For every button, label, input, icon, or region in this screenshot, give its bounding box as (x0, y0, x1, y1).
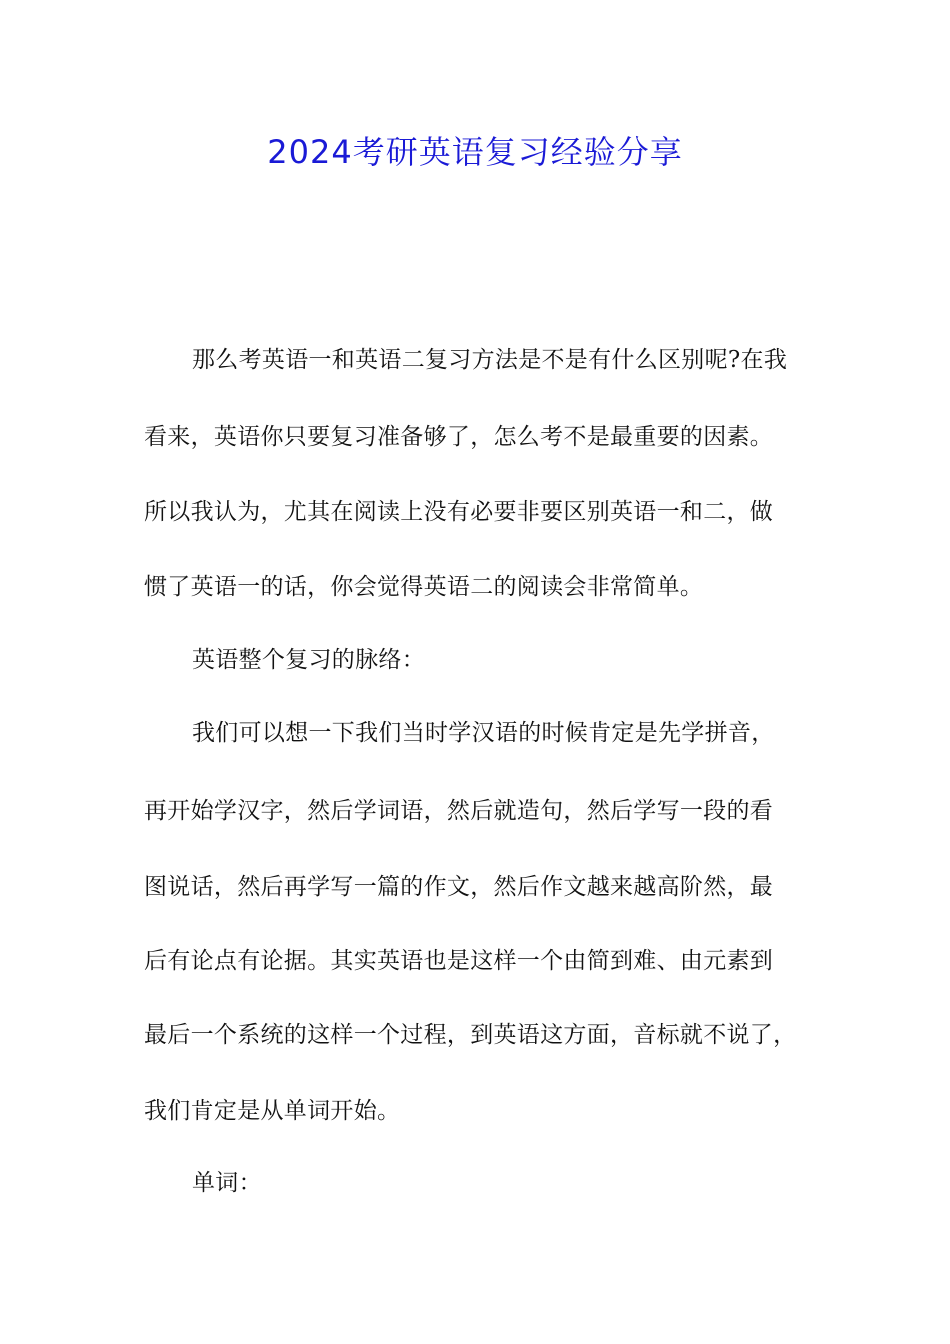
paragraph-line: 图说话，然后再学写一篇的作文，然后作文越来越高阶然，最 (144, 874, 774, 900)
paragraph-line: 看来，英语你只要复习准备够了，怎么考不是最重要的因素。 (144, 424, 774, 450)
section-heading: 单词： (192, 1170, 262, 1196)
paragraph-line: 最后一个系统的这样一个过程，到英语这方面，音标就不说了， (144, 1022, 797, 1048)
document-title: 2024考研英语复习经验分享 (267, 133, 683, 171)
paragraph-line: 后有论点有论据。其实英语也是这样一个由简到难、由元素到 (144, 948, 774, 974)
paragraph-line: 我们肯定是从单词开始。 (144, 1098, 401, 1124)
paragraph-line: 我们可以想一下我们当时学汉语的时候肯定是先学拼音， (192, 720, 775, 746)
section-heading: 英语整个复习的脉络： (192, 647, 425, 673)
paragraph-line: 那么考英语一和英语二复习方法是不是有什么区别呢?在我 (192, 347, 788, 373)
paragraph-line: 所以我认为，尤其在阅读上没有必要非要区别英语一和二，做 (144, 499, 774, 525)
paragraph-line: 再开始学汉字，然后学词语，然后就造句，然后学写一段的看 (144, 798, 774, 824)
paragraph-line: 惯了英语一的话，你会觉得英语二的阅读会非常简单。 (144, 574, 704, 600)
